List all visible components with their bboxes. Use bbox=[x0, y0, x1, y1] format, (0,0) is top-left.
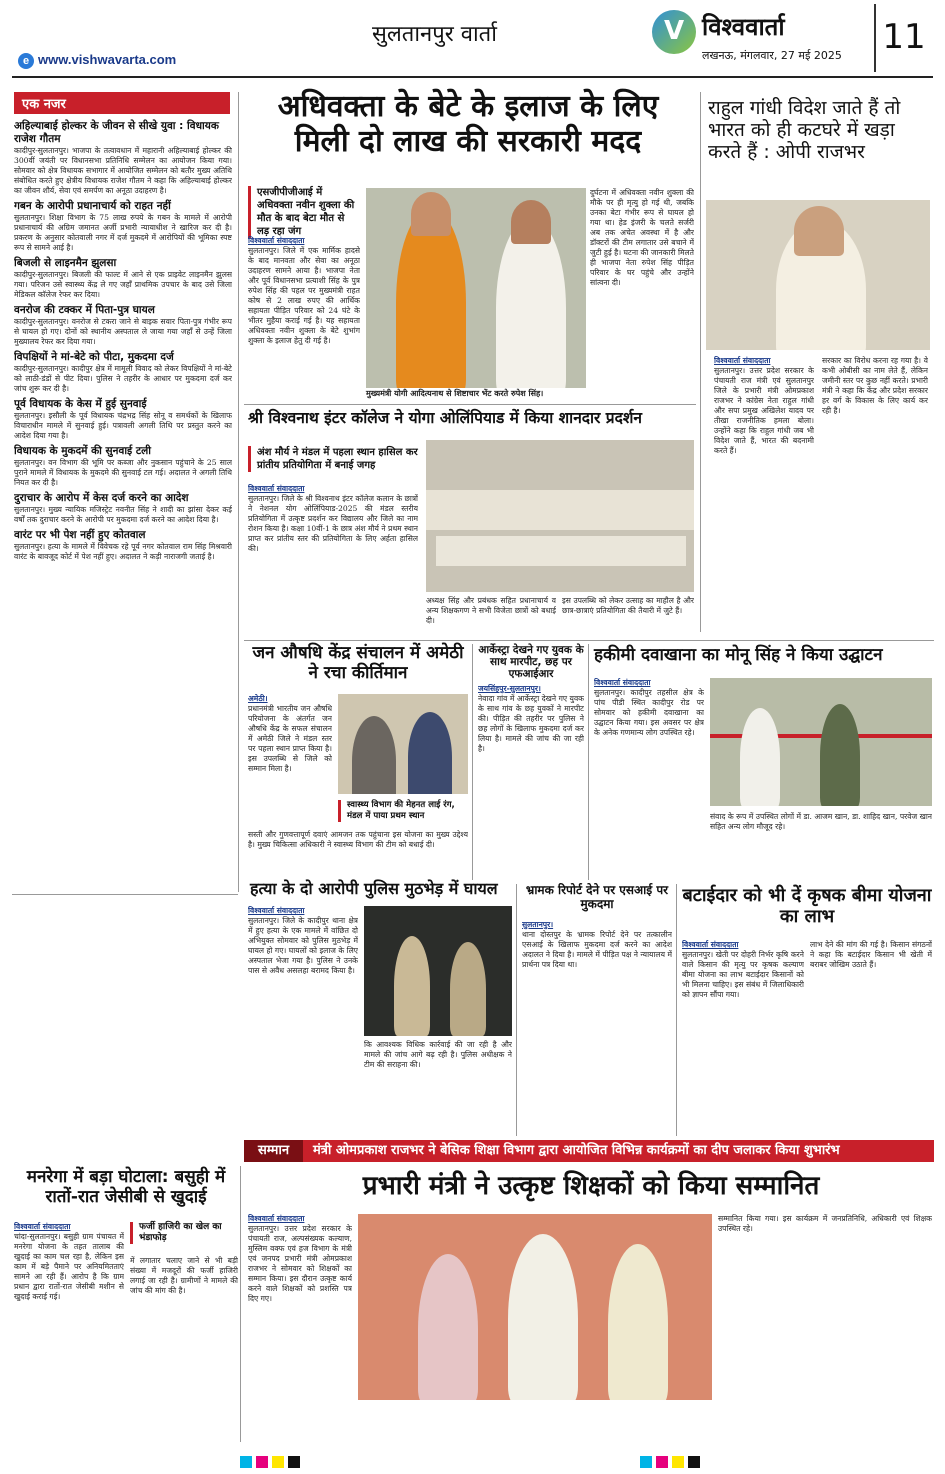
photo-figure bbox=[394, 936, 430, 1036]
brief-title: दुराचार के आरोप में केस दर्ज करने का आदेश bbox=[14, 492, 189, 504]
brief-title: पूर्व विधायक के केस में हुई सुनवाई bbox=[14, 398, 147, 410]
manrega-text: चांदा-सुलतानपुर। बसुही ग्राम पंचायत में मनरेगा योजना के तहत तालाब की खुदाई का काम चल रहा है, लेकिन इस काम में बड़े पैमाने पर अनियमितताएं सामने आ रही हैं। आरोप है कि ग्राम प्रधान द्वारा रातों-रात जेसीबी मशीन से खुदाई कराई गई। bbox=[14, 1232, 124, 1301]
dateline: लखनऊ, मंगलवार, 27 मई 2025 bbox=[702, 49, 842, 62]
brief-title: बिजली से लाइनमैन झुलसा bbox=[14, 257, 117, 269]
samman-text: मंत्री ओमप्रकाश राजभर ने बेसिक शिक्षा विभाग द्वारा आयोजित विभिन्न कार्यक्रमों का दीप जलाकर किया शुभारंभ bbox=[313, 1143, 840, 1158]
photo-figure bbox=[820, 704, 860, 806]
brand-logo-icon bbox=[652, 10, 696, 54]
encounter-body2 bbox=[364, 1040, 512, 1132]
section-divider bbox=[244, 640, 934, 641]
krishak-text2: लाभ देने की मांग की गई है। किसान संगठनों ने कहा कि बटाईदार किसान भी खेती में बराबर जोखिम उठाते हैं। bbox=[810, 940, 932, 969]
rahul-bureau: विश्ववार्ता संवाददाता bbox=[714, 356, 771, 365]
brief-text: सुलतानपुर। शिक्षा विभाग के 75 लाख रुपये के गबन के मामले में आरोपी प्रधानाचार्य की अग्रिम जमानत अर्जी प्रभारी न्यायाधीश ने खारिज कर दी है। प्रकरण के अनुसार कोतवाली नगर में दर्ज मुकदमे में आरोपियों की भूमिका स्पष्ट रूप से सामने आई है। bbox=[14, 213, 232, 252]
lead-body-col2 bbox=[590, 188, 694, 400]
ek-nazar-label: एक नजर bbox=[14, 92, 230, 114]
manrega-bureau: विश्ववार्ता संवाददाता bbox=[14, 1222, 71, 1231]
brief-title: विपक्षियों ने मां-बेटे को पीटा, मुकदमा दर्ज bbox=[14, 351, 174, 363]
page-number: 11 bbox=[874, 4, 932, 72]
hakimi-text: सुलतानपुर। कादीपुर तहसील क्षेत्र के पांच पीडी स्थित कादीपुर रोड पर सोमवार को हकीमी दवाखाना का उद्घाटन किया गया। इस अवसर पर क्षेत्र के अनेक गणमान्य लोग उपस्थित रहे। bbox=[594, 688, 704, 737]
encounter-bureau: विश्ववार्ता संवाददाता bbox=[248, 906, 305, 915]
hakimi-body bbox=[594, 678, 704, 878]
brief-title: अहिल्याबाई होल्कर के जीवन से सीखे युवा : विधायक राजेश गौतम bbox=[14, 120, 219, 145]
lead-highlight: एसजीपीजीआई में अधिवक्ता नवीन शुक्ला की मौत के बाद बेटा मौत से लड़ रहा जंग bbox=[248, 186, 358, 238]
registration-mark bbox=[656, 1456, 668, 1468]
brief-text: सुलतानपुर। इसौली के पूर्व विधायक चंद्रभद्र सिंह सोनू व समर्थकों के खिलाफ विचाराधीन मामले में सुनवाई हुई। पत्रावली अगली तिथि पर प्रस्तुत करने का आदेश दिया गया है। bbox=[14, 411, 232, 440]
photo-figure bbox=[450, 942, 486, 1036]
orchestra-body bbox=[478, 684, 584, 880]
website-url[interactable] bbox=[18, 52, 176, 69]
section-title: सुलतानपुर वार्ता bbox=[372, 22, 497, 47]
yoga-body-col2 bbox=[562, 596, 694, 636]
browser-icon: e bbox=[18, 53, 34, 69]
manrega-highlight: फर्जी हाजिरी का खेल का भंडाफोड़ bbox=[130, 1222, 238, 1244]
brief-text: सुलतानपुर। वन विभाग की भूमि पर कब्जा और नुकसान पहुंचाने के 25 साल पुराने मामले में विधायक के मुकदमे की सुनवाई टल गई। अदालत ने अगली तिथि नियत कर दी है। bbox=[14, 458, 232, 487]
manrega-body bbox=[14, 1222, 124, 1442]
section-divider bbox=[244, 404, 696, 405]
column-divider bbox=[472, 644, 473, 880]
jan-aushadhi-body bbox=[248, 694, 332, 824]
brief-text: सुलतानपुर। मुख्य न्यायिक मजिस्ट्रेट नवनीत सिंह ने शादी का झांसा देकर कई वर्षों तक दुराचार करने के आरोपी पर मुकदमा दर्ज करने का आदेश दिया है। bbox=[14, 505, 232, 524]
hakimi-bureau: विश्ववार्ता संवाददाता bbox=[594, 678, 651, 687]
brief-text: कादीपुर-सुलतानपुर। कादीपुर क्षेत्र में मामूली विवाद को लेकर विपक्षियों ने मां-बेटे को लाठी-डंडों से पीट दिया। पुलिस ने तहरीर के आधार पर मुकदमा दर्ज कर जांच शुरू कर दी है। bbox=[14, 364, 232, 393]
column-divider bbox=[516, 884, 517, 1136]
jan-aushadhi-text2: सस्ती और गुणवत्तापूर्ण दवाएं आमजन तक पहुंचाना इस योजना का मुख्य उद्देश्य है। मुख्य चिकित्सा अधिकारी ने स्वास्थ्य विभाग की टीम को बधाई दी। bbox=[248, 830, 468, 849]
yoga-headline: श्री विश्वनाथ इंटर कॉलेज ने योगा ओलिंपियाड में किया शानदार प्रदर्शन bbox=[248, 409, 642, 427]
orchestra-headline: आर्केस्ट्रा देखने गए युवक के साथ मारपीट, छह पर एफआईआर bbox=[478, 644, 584, 681]
brief-text: कादीपुर-सुलतानपुर। वनरोज से टकरा जाने से बाइक सवार पिता-पुत्र गंभीर रूप से घायल हो गए। दोनों को स्थानीय अस्पताल ले जाया गया जहाँ से उन्हें जिला मुख्यालय रेफर कर दिया गया। bbox=[14, 317, 232, 346]
masthead bbox=[12, 4, 933, 74]
rahul-body: सुलतानपुर। उत्तर प्रदेश सरकार के पंचायती राज मंत्री एवं सुलतानपुर जिले के प्रभारी मंत्री ओमप्रकाश राजभर ने कांग्रेस नेता राहुल गांधी और सपा प्रमुख अखिलेश यादव पर तीखा राजनीतिक हमला बोला। उन्होंने कहा कि राहुल गांधी जब भी विदेश जाते हैं, भारत की बदनामी करते हैं। bbox=[714, 366, 814, 455]
lead-photo-caption: मुख्यमंत्री योगी आदित्यनाथ से शिष्टाचार भेंट करते रुपेश सिंह। bbox=[366, 388, 586, 400]
yoga-bureau: विश्ववार्ता संवाददाता bbox=[248, 484, 305, 493]
brief-title: वारंट पर भी पेश नहीं हुए कोतवाल bbox=[14, 529, 146, 541]
prabhari-body2 bbox=[718, 1214, 932, 1442]
ek-nazar-column bbox=[14, 116, 232, 886]
manrega-body2 bbox=[130, 1256, 238, 1442]
jan-aushadhi-bureau: अमेठी। bbox=[248, 694, 268, 703]
manrega-text2: में लगातार चलाए जाने से भी बड़ी संख्या में मजदूरों की फर्जी हाजिरी लगाई जा रही है। ग्रामीणों ने मामले की जांच की मांग की है। bbox=[130, 1256, 238, 1295]
samman-banner bbox=[244, 1140, 934, 1162]
hakimi-body2 bbox=[710, 812, 932, 878]
jan-aushadhi-photo bbox=[338, 694, 468, 794]
prabhari-body bbox=[248, 1214, 352, 1442]
jan-aushadhi-text: प्रधानमंत्री भारतीय जन औषधि परियोजना के अंतर्गत जन औषधि केंद्र के सफल संचालन में अमेठी जिले ने मंडल स्तर पर पहला स्थान प्राप्त किया है। इस उपलब्धि से जिले को सम्मान मिला है। bbox=[248, 704, 332, 773]
registration-mark bbox=[240, 1456, 252, 1468]
krishak-body bbox=[682, 940, 804, 1132]
rahul-body-continued: सरकार का विरोध करना रह गया है। वे कभी ओबीसी का नाम लेते हैं, लेकिन जमीनी स्तर पर कुछ नहीं करते। प्रभारी मंत्री ने कहा कि केंद्र और प्रदेश सरकार हर वर्ग के विकास के लिए कार्य कर रही है। bbox=[822, 356, 928, 415]
orchestra-text: नेवादा गांव में आर्केस्ट्रा देखने गए युवक के साथ गांव के छह युवकों ने मारपीट की। पीड़ित की तहरीर पर पुलिस ने छह लोगों के खिलाफ मुकदमा दर्ज कर लिया है। मामले की जांच की जा रही है। bbox=[478, 694, 584, 753]
rahul-body-col2 bbox=[822, 356, 928, 626]
lead-photo bbox=[366, 188, 586, 388]
registration-mark bbox=[272, 1456, 284, 1468]
encounter-headline: हत्या के दो आरोपी पुलिस मुठभेड़ में घायल bbox=[250, 879, 498, 898]
yoga-caption-col bbox=[426, 596, 556, 636]
encounter-text: सुलतानपुर। जिले के कादीपुर थाना क्षेत्र में हुए हत्या के एक मामले में वांछित दो अभियुक्त सोमवार को पुलिस मुठभेड़ में घायल हो गए। घायलों को इलाज के लिए अस्पताल भेजा गया है। पुलिस ने उनके पास से अवैध असलहा बरामद किया है। bbox=[248, 916, 358, 975]
hakimi-photo bbox=[710, 678, 932, 806]
krishak-body2 bbox=[810, 940, 932, 1132]
bhramak-body bbox=[522, 920, 672, 1132]
section-divider bbox=[12, 894, 238, 895]
hakimi-text2: संवाद के रूप में उपस्थित लोगों में डा. आजम खान, डा. शाहिद खान, परवेज खान सहित अन्य लोग मौजूद रहे। bbox=[710, 812, 932, 831]
prabhari-text: सुलतानपुर। उत्तर प्रदेश सरकार के पंचायती राज, अल्पसंख्यक कल्याण, मुस्लिम वक्फ एवं हज विभाग के मंत्री एवं जनपद प्रभारी मंत्री ओमप्रकाश राजभर ने सोमवार को शिक्षकों का सम्मान किया। इस दौरान उत्कृष्ट कार्य करने वाले शिक्षकों को प्रशस्ति पत्र दिए गए। bbox=[248, 1224, 352, 1303]
prabhari-text2: सम्मानित किया गया। इस कार्यक्रम में जनप्रतिनिधि, अधिकारी एवं शिक्षक उपस्थित रहे। bbox=[718, 1214, 932, 1233]
registration-mark bbox=[256, 1456, 268, 1468]
registration-mark bbox=[640, 1456, 652, 1468]
column-divider bbox=[240, 1166, 241, 1442]
encounter-body bbox=[248, 906, 358, 1132]
brief-title: विधायक के मुकदमें की सुनवाई टली bbox=[14, 445, 151, 457]
encounter-text2: कि आवश्यक विधिक कार्रवाई की जा रही है और मामले की जांच आगे बढ़ रही है। पुलिस अधीक्षक ने टीम की सराहना की। bbox=[364, 1040, 512, 1069]
lead-body: सुलतानपुर। जिले में एक मार्मिक हादसे के बाद मानवता और सेवा का अनूठा उदाहरण सामने आया है। भाजपा नेता और पूर्व विधानसभा प्रत्याशी सिंह के पुत्र रुपेश सिंह की पहल पर मुख्यमंत्री राहत कोष से 2 लाख रुपए की आर्थिक सहायता पीड़ित परिवार को 24 घंटे के भीतर मुहैया कराई गई है। यह सहायता अधिवक्ता नवीन शुक्ला के बेटे शुभांग शुक्ला के इलाज हेतु दी गई है। bbox=[248, 246, 360, 345]
rahul-headline: राहुल गांधी विदेश जाते हैं तो भारत को ही कटघरे में खड़ा करते हैं : ओपी राजभर bbox=[708, 97, 901, 163]
brief-text: कादीपुर-सुलतानपुर। बिजली की फाल्ट में आने से एक प्राइवेट लाइनमैन झुलस गया। परिजन उसे स्वास्थ्य केंद्र ले गए जहाँ प्राथमिक उपचार के बाद उसे जिला मेडिकल कॉलेज रेफर कर दिया। bbox=[14, 270, 232, 299]
photo-figure bbox=[608, 1244, 668, 1400]
photo-face bbox=[511, 200, 551, 244]
jan-aushadhi-body2 bbox=[248, 830, 468, 880]
yoga-highlight: अंश मौर्य ने मंडल में पहला स्थान हासिल कर प्रांतीय प्रतियोगिता में बनाई जगह bbox=[248, 446, 418, 472]
bhramak-text: थाना दोस्तपुर के भ्रामक रिपोर्ट देने पर तत्कालीन एसआई के खिलाफ मुकदमा दर्ज करने का आदेश अदालत ने दिया है। मामले में पीड़ित पक्ष ने न्यायालय में प्रार्थना पत्र दिया था। bbox=[522, 930, 672, 969]
jan-aushadhi-highlight: स्वास्थ्य विभाग की मेहनत लाई रंग, मंडल में पाया प्रथम स्थान bbox=[338, 800, 468, 822]
yoga-body bbox=[248, 484, 418, 634]
hakimi-headline: हकीमी दवाखाना का मोनू सिंह ने किया उद्घाटन bbox=[594, 645, 883, 665]
column-divider bbox=[676, 884, 677, 1136]
photo-face bbox=[794, 206, 844, 256]
orchestra-bureau: जयसिंहपुर-सुलतानपुर। bbox=[478, 684, 541, 693]
brief-text: कादीपुर-सुलतानपुर। भाजपा के तत्वावधान में महारानी अहिल्याबाई होल्कर की 300वीं जयंती पर विधानसभा प्रतिनिधि सम्मेलन का आयोजन किया गया। सोमवार को क्षेत्र विधायक सभागार में आयोजित सम्मेलन को बतौर मुख्य अतिथि संबोधित करते हुए क्षेत्रीय विधायक राजेश गौतम ने कहा कि अहिल्याबाई होल्कर का जीवन शौर्य, सेवा एवं समर्पण का अनूठा उदाहरण है। bbox=[14, 146, 232, 195]
samman-tag: सम्मान bbox=[244, 1140, 303, 1162]
photo-group-row bbox=[436, 536, 686, 566]
column-divider bbox=[588, 644, 589, 880]
bhramak-headline: भ्रामक रिपोर्ट देने पर एसआई पर मुकदमा bbox=[525, 883, 669, 911]
brief-title: वनरोज की टक्कर में पिता-पुत्र घायल bbox=[14, 304, 155, 316]
prabhari-bureau: विश्ववार्ता संवाददाता bbox=[248, 1214, 305, 1223]
brief-text: सुलतानपुर। हत्या के मामले में विवेचक रहे पूर्व नगर कोतवाल राम सिंह मिश्रवारी वारंट के बावजूद कोर्ट में पेश नहीं हुए। अदालत ने कड़ी नाराजगी जताई है। bbox=[14, 542, 232, 561]
photo-figure bbox=[408, 712, 452, 794]
lead-body-col1 bbox=[248, 236, 360, 422]
prabhari-headline: प्रभारी मंत्री ने उत्कृष्ट शिक्षकों को किया सम्मानित bbox=[362, 1171, 820, 1201]
brief-title: गबन के आरोपी प्रधानाचार्य को राहत नहीं bbox=[14, 200, 171, 212]
lead-body-continued: दुर्घटना में अधिवक्ता नवीन शुक्ला की मौके पर ही मृत्यु हो गई थी, जबकि उनका बेटा गंभीर रूप से घायल हो गया था। हेड इंजरी के चलते सर्जरी अब तक अचेत अवस्था में है और डॉक्टरों की टीम लगातार उसे बचाने में जुटी हुई है। घटना की जानकारी मिलते ही भाजपा नेता रुपेश सिंह पीड़ित परिवार के घर पहुंचे और उन्होंने सांत्वना दी। bbox=[590, 188, 694, 287]
rahul-photo bbox=[706, 200, 930, 350]
lead-bureau: विश्ववार्ता संवाददाता bbox=[248, 236, 305, 245]
rahul-body-col1 bbox=[714, 356, 814, 626]
manrega-headline: मनरेगा में बड़ा घोटाला: बसुही में रातों-रात जेसीबी से खुदाई bbox=[26, 1167, 226, 1207]
photo-group-row bbox=[426, 490, 694, 530]
url-text[interactable]: www.vishwavarta.com bbox=[38, 52, 177, 67]
prabhari-photo bbox=[358, 1214, 712, 1400]
krishak-bureau: विश्ववार्ता संवाददाता bbox=[682, 940, 739, 949]
print-registration-bar bbox=[0, 1448, 945, 1474]
yoga-photo-caption: अध्यक्ष सिंह और प्रबंधक सहित प्रधानाचार्य व अन्य शिक्षकगण ने सभी विजेता छात्रों को बधाई दी। bbox=[426, 596, 556, 625]
krishak-headline: बटाईदार को भी दें कृषक बीमा योजना का लाभ bbox=[682, 885, 932, 927]
column-divider bbox=[700, 92, 701, 632]
yoga-photo bbox=[426, 440, 694, 592]
encounter-photo bbox=[364, 906, 512, 1036]
yoga-body-text: सुलतानपुर। जिले के श्री विश्वनाथ इंटर कॉलेज कलान के छात्रों ने नेशनल योग ओलिंपियाड-2025 की मंडल स्तरीय प्रतियोगिता में उत्कृष्ट प्रदर्शन कर विद्यालय और जिले का नाम रोशन किया है। कक्षा 10वीं-1 के छात्र अंश मौर्य ने प्रथम स्थान प्राप्त कर प्रांतीय स्तर की प्रतियोगिता के लिए अर्हता हासिल की। bbox=[248, 494, 418, 553]
jan-aushadhi-headline: जन औषधि केंद्र संचालन में अमेठी ने रचा कीर्तिमान bbox=[252, 643, 464, 683]
brand-name: विश्ववार्ता bbox=[702, 13, 785, 41]
registration-mark bbox=[688, 1456, 700, 1468]
photo-figure bbox=[508, 1234, 578, 1400]
yoga-body-continued: इस उपलब्धि को लेकर उत्साह का माहौल है और छात्र-छात्राएं प्रतियोगिता की तैयारी में जुटे हैं। bbox=[562, 596, 694, 615]
column-divider bbox=[238, 92, 239, 892]
krishak-text: सुलतानपुर। खेती पर दोहरी निर्भर कृषि करने वाले किसान की मृत्यु पर कृषक कल्याण बीमा योजना का लाभ बटाईदार किसानों को भी मिलना चाहिए। इस संबंध में जिलाधिकारी को ज्ञापन सौंपा गया। bbox=[682, 950, 804, 999]
lead-headline: अधिवक्ता के बेटे के इलाज के लिए मिली दो लाख की सरकारी मदद bbox=[277, 89, 659, 159]
photo-figure bbox=[740, 708, 780, 806]
bhramak-bureau: सुलतानपुर। bbox=[522, 920, 554, 929]
header-rule bbox=[12, 76, 933, 78]
registration-mark bbox=[672, 1456, 684, 1468]
photo-figure bbox=[418, 1254, 478, 1400]
photo-figure bbox=[352, 716, 396, 794]
registration-mark bbox=[288, 1456, 300, 1468]
photo-face bbox=[411, 192, 451, 236]
